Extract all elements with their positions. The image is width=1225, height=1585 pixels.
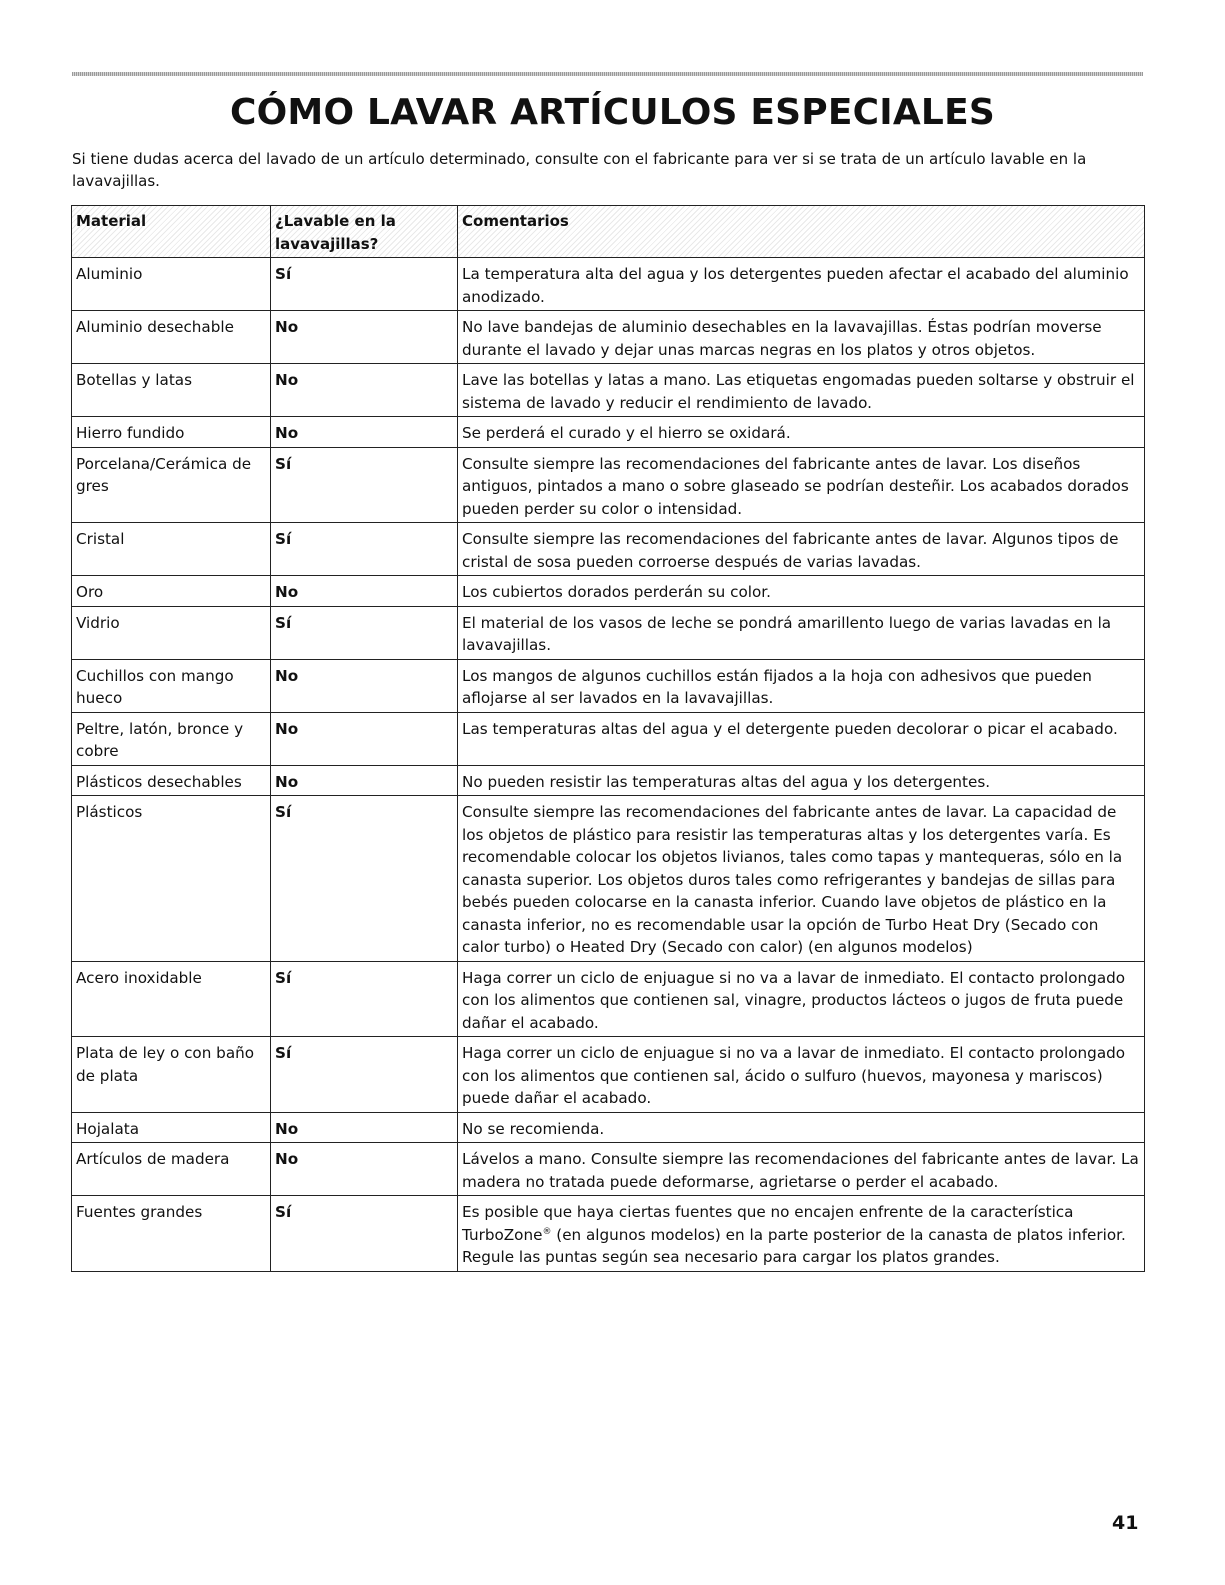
comment-text: Es posible que haya ciertas fuentes que no encajen enfrente de la característica TurboZone <box>462 1203 1074 1244</box>
comment-cell: Haga correr un ciclo de enjuague si no va a lavar de inmediato. El contacto prolongado con los alimentos que contienen sal, vinagre, productos lácteos o jugos de fruta puede dañar el acabado. <box>458 961 1145 1037</box>
comment-cell: No lave bandejas de aluminio desechables en la lavavajillas. Éstas podrían moverse durante el lavado y dejar unas marcas negras en los platos y otros objetos. <box>458 311 1145 364</box>
comment-cell <box>458 1196 1145 1272</box>
washable-cell: No <box>271 417 458 448</box>
washable-cell: No <box>271 765 458 796</box>
table-row <box>72 961 1145 1037</box>
material-cell: Peltre, latón, bronce y cobre <box>72 712 271 765</box>
washable-cell: No <box>271 1112 458 1143</box>
comment-cell: El material de los vasos de leche se pondrá amarillento luego de varias lavadas en la lavavajillas. <box>458 606 1145 659</box>
comment-cell: Se perderá el curado y el hierro se oxidará. <box>458 417 1145 448</box>
special-items-table <box>71 205 1145 1272</box>
washable-cell: Sí <box>271 523 458 576</box>
comment-cell: Lávelos a mano. Consulte siempre las recomendaciones del fabricante antes de lavar. La madera no tratada puede deformarse, agrietarse o perder el acabado. <box>458 1143 1145 1196</box>
page-number: 41 <box>1112 1512 1139 1534</box>
washable-cell: Sí <box>271 258 458 311</box>
material-cell: Cuchillos con mango hueco <box>72 659 271 712</box>
washable-cell: No <box>271 576 458 607</box>
material-cell: Oro <box>72 576 271 607</box>
washable-cell: Sí <box>271 796 458 962</box>
washable-cell: Sí <box>271 961 458 1037</box>
material-cell: Cristal <box>72 523 271 576</box>
material-cell: Artículos de madera <box>72 1143 271 1196</box>
material-cell: Plata de ley o con baño de plata <box>72 1037 271 1113</box>
washable-cell: No <box>271 311 458 364</box>
table-row <box>72 523 1145 576</box>
material-cell: Hojalata <box>72 1112 271 1143</box>
washable-cell: No <box>271 364 458 417</box>
comment-cell: Lave las botellas y latas a mano. Las etiquetas engomadas pueden soltarse y obstruir el sistema de lavado y reducir el rendimiento de lavado. <box>458 364 1145 417</box>
table-row <box>72 1143 1145 1196</box>
comment-cell: No pueden resistir las temperaturas altas del agua y los detergentes. <box>458 765 1145 796</box>
table-row <box>72 576 1145 607</box>
washable-cell: Sí <box>271 1037 458 1113</box>
table-row <box>72 606 1145 659</box>
comment-text: (en algunos modelos) en la parte posterior de la canasta de platos inferior. Regule las puntas según sea necesario para cargar los platos grandes. <box>462 1225 1126 1266</box>
material-cell: Plásticos <box>72 796 271 962</box>
material-cell: Porcelana/Cerámica de gres <box>72 447 271 523</box>
table-row <box>72 1037 1145 1113</box>
material-cell: Vidrio <box>72 606 271 659</box>
comment-cell: Haga correr un ciclo de enjuague si no va a lavar de inmediato. El contacto prolongado con los alimentos que contienen sal, ácido o sulfuro (huevos, mayonesa y mariscos) puede dañar el acabado. <box>458 1037 1145 1113</box>
table-row <box>72 796 1145 962</box>
top-rule <box>72 72 1143 76</box>
material-cell: Acero inoxidable <box>72 961 271 1037</box>
washable-cell: No <box>271 659 458 712</box>
table-row <box>72 417 1145 448</box>
comment-cell: Consulte siempre las recomendaciones del fabricante antes de lavar. Algunos tipos de cristal de sosa pueden corroerse después de varias lavadas. <box>458 523 1145 576</box>
table-row <box>72 1112 1145 1143</box>
table-row <box>72 364 1145 417</box>
header-washable: ¿Lavable en la lavavajillas? <box>271 206 458 258</box>
comment-cell: Los mangos de algunos cuchillos están fijados a la hoja con adhesivos que pueden aflojarse al ser lavados en la lavavajillas. <box>458 659 1145 712</box>
table-header-row <box>72 206 1145 258</box>
header-comments: Comentarios <box>458 206 1145 258</box>
table-row <box>72 659 1145 712</box>
table-row <box>72 447 1145 523</box>
comment-cell: Consulte siempre las recomendaciones del fabricante antes de lavar. Los diseños antiguos, pintados a mano o sobre glaseado se podrían desteñir. Los acabados dorados pueden perder su color o intensidad. <box>458 447 1145 523</box>
page-title: CÓMO LAVAR ARTÍCULOS ESPECIALES <box>230 92 995 133</box>
comment-cell: No se recomienda. <box>458 1112 1145 1143</box>
washable-cell: No <box>271 712 458 765</box>
material-cell: Botellas y latas <box>72 364 271 417</box>
table-row <box>72 311 1145 364</box>
comment-cell: Consulte siempre las recomendaciones del fabricante antes de lavar. La capacidad de los objetos de plástico para resistir las temperaturas altas y los detergentes varía. Es recomendable colocar los objetos livianos, tales como tapas y mantequeras, sólo en la canasta superior. Los objetos duros tales como refrigerantes y bandejas de sillas para bebés pueden colocarse en la canasta inferior. Cuando lave objetos de plástico en la canasta inferior, no es recomendable usar la opción de Turbo Heat Dry (Secado con calor turbo) o Heated Dry (Secado con calor) (en algunos modelos) <box>458 796 1145 962</box>
comment-cell: Los cubiertos dorados perderán su color. <box>458 576 1145 607</box>
material-cell: Aluminio desechable <box>72 311 271 364</box>
table-row <box>72 1196 1145 1272</box>
intro-paragraph: Si tiene dudas acerca del lavado de un artículo determinado, consulte con el fabricante para ver si se trata de un artículo lavable en la lavavajillas. <box>72 150 1087 190</box>
material-cell: Hierro fundido <box>72 417 271 448</box>
washable-cell: Sí <box>271 606 458 659</box>
table-row <box>72 258 1145 311</box>
header-material: Material <box>72 206 271 258</box>
material-cell: Fuentes grandes <box>72 1196 271 1272</box>
comment-cell: Las temperaturas altas del agua y el detergente pueden decolorar o picar el acabado. <box>458 712 1145 765</box>
registered-mark: ® <box>542 1226 552 1237</box>
table-row <box>72 712 1145 765</box>
washable-cell: Sí <box>271 447 458 523</box>
comment-cell: La temperatura alta del agua y los detergentes pueden afectar el acabado del aluminio anodizado. <box>458 258 1145 311</box>
washable-cell: Sí <box>271 1196 458 1272</box>
material-cell: Aluminio <box>72 258 271 311</box>
table-row <box>72 765 1145 796</box>
material-cell: Plásticos desechables <box>72 765 271 796</box>
washable-cell: No <box>271 1143 458 1196</box>
